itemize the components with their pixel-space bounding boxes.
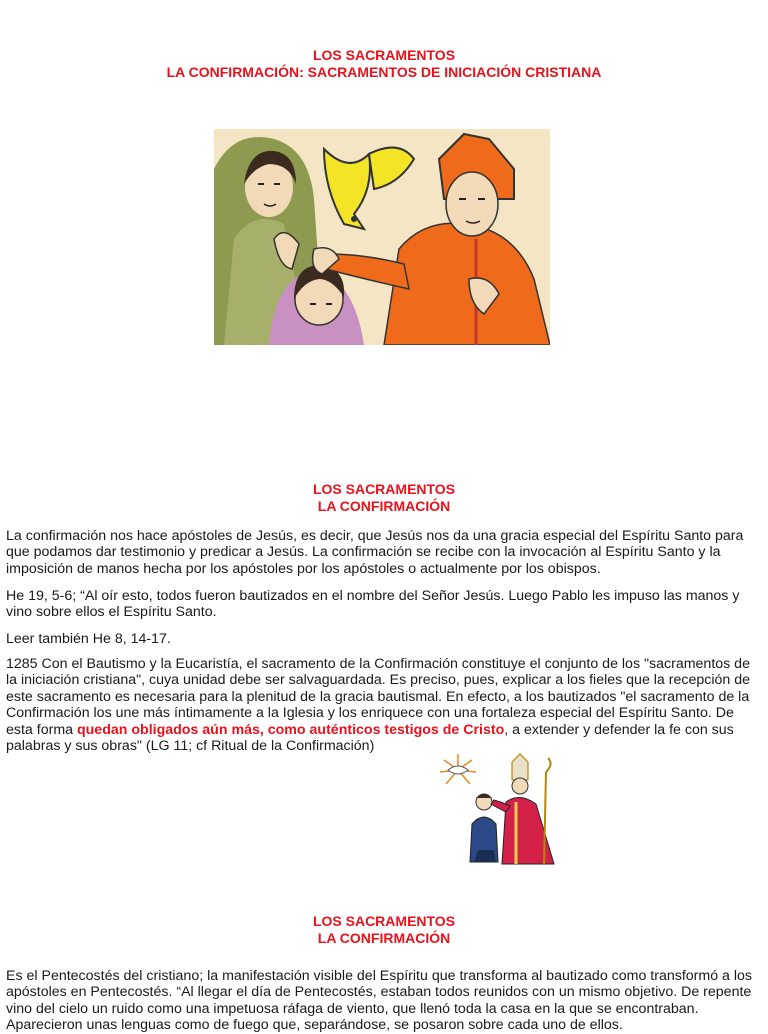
section-heading-line-1: LOS SACRAMENTOS [312,481,456,497]
bishop-confirmation-illustration [436,752,558,866]
section-heading-2-line-1: LOS SACRAMENTOS [312,913,456,929]
section-heading-line-2: LA CONFIRMACIÓN [317,498,451,514]
paragraph-2: He 19, 5-6; “Al oír esto, todos fueron bautizados en el nombre del Señor Jesús. Luego Pablo les impuso las manos y vino sobre ellos el Espíritu Santo. [6,588,740,621]
paragraph-3: Leer también He 8, 14-17. [6,631,171,647]
title-line-2: LA CONFIRMACIÓN: SACRAMENTOS DE INICIACIÓN CRISTIANA [166,64,602,80]
paragraph-1: La confirmación nos hace apóstoles de Jesús, es decir, que Jesús nos da una gracia especial del Espíritu Santo para que podamos dar testimonio y predicar a Jesús. La confirmación se recibe con la invocación al Espíritu Santo y la imposición de manos hecha por los apóstoles por los apóstoles o actualmente por los obispos. [6,528,744,577]
paragraph-4-highlight: quedan obligados aún más, como auténticos testigos de Cristo [76,721,505,738]
paragraph-4-end: , a extender y defender la fe con sus palabras y sus obras" (LG 11; cf Ritual de la Confirmación) [6,721,734,755]
section-heading-2-line-2: LA CONFIRMACIÓN [317,930,451,946]
document-title [0,47,768,81]
title-line-1: LOS SACRAMENTOS [312,47,456,63]
paragraph-4-start: 1285 Con el Bautismo y la Eucaristía, el sacramento de la Confirmación constituye el conjunto de los "sacramentos de la iniciación cristiana", cuya unidad debe ser salvaguardada. Es preciso, pues, explicar a los fieles que la recepción de este sacramento es necesaria para la plenitud de la gracia bautismal. En efecto, a los bautizados "el sacramento de la Confirmación los une más íntimamente a la Iglesia y los enriquece con una fortaleza especial del Espíritu Santo. De esta forma [6,656,751,738]
section-heading-2 [0,913,768,947]
paragraph-5: Es el Pentecostés del cristiano; la manifestación visible del Espíritu que transforma al bautizado como transformó a los apóstoles en Pentecostés. “Al llegar el día de Pentecostés, estaban todos reunidos con un mismo objetivo. De repente vino del cielo un ruido como una impetuosa ráfaga de viento, que llenó toda la casa en la que se encontraban. Aparecieron unas lenguas como de fuego que, separándose, se posaron sobre cada uno de ellos. [6,968,753,1034]
paragraph-4 [6,656,762,754]
confirmation-illustration [214,129,550,345]
section-heading-1 [0,481,768,515]
